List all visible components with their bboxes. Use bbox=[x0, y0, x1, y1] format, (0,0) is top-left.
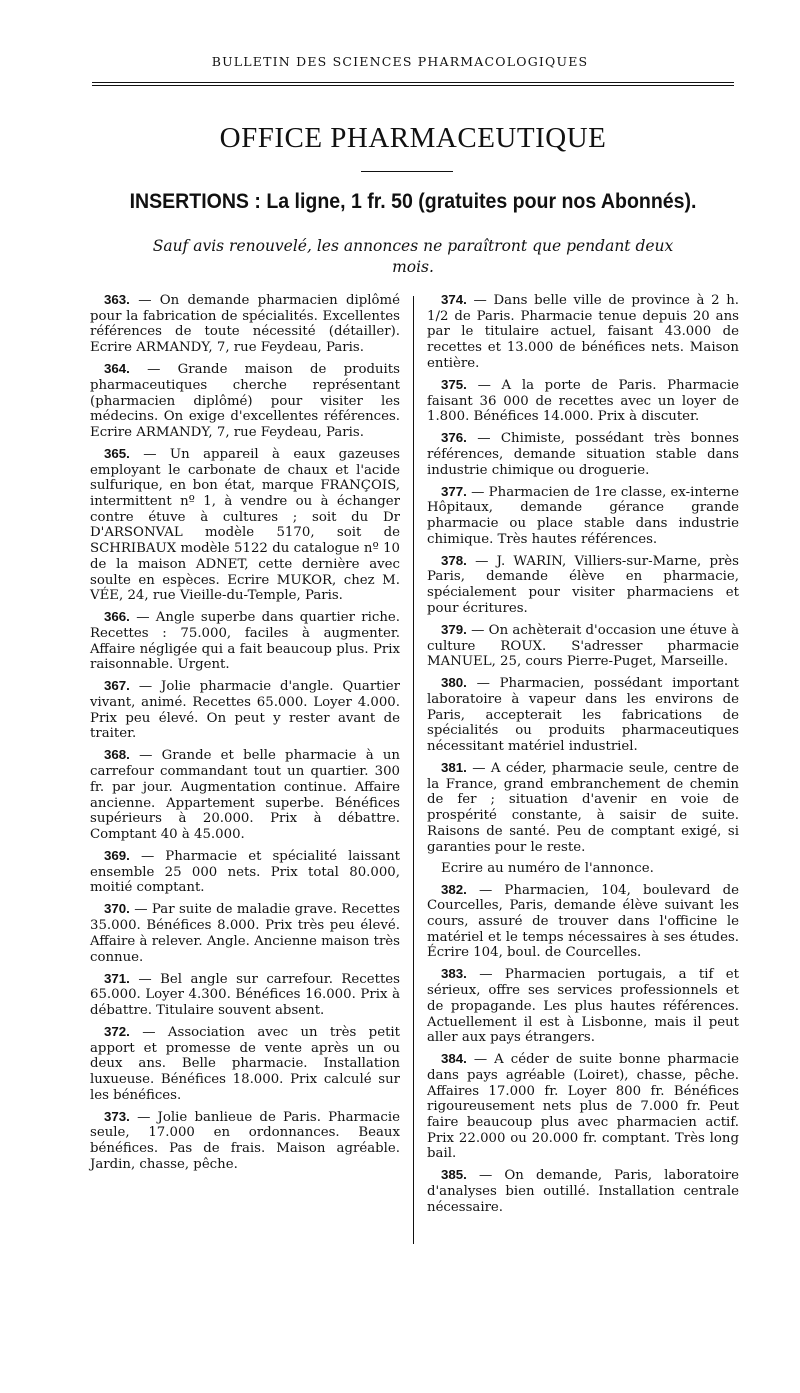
right-column bbox=[427, 292, 739, 1221]
classified-ad bbox=[90, 678, 400, 742]
ad-text: — Jolie pharmacie d'angle. Quartier vivant, animé. Recettes 65.000. Loyer 4.000. Prix peu élevé. On peut y rester avant de traiter. bbox=[90, 679, 401, 742]
ad-number: 383. bbox=[441, 966, 467, 982]
ad-number: 381. bbox=[441, 760, 467, 776]
ad-number: 363. bbox=[104, 292, 130, 307]
classified-ad bbox=[427, 1167, 739, 1215]
ad-number: 365. bbox=[104, 445, 130, 461]
ad-text: — Bel angle sur carrefour. Recettes 65.000. Loyer 4.300. Bénéfices 16.000. Prix à débattre. Titulaire souvent absent. bbox=[90, 971, 400, 1018]
insertions-rate: INSERTIONS : La ligne, 1 fr. 50 (gratuites pour nos Abonnés). bbox=[129, 190, 697, 213]
ad-text: — A la porte de Paris. Pharmacie faisant 36 000 de recettes avec un loyer de 1.800. Bénéfices 14.000. Prix à discuter. bbox=[427, 377, 739, 425]
classified-ad bbox=[90, 609, 400, 673]
classified-ad bbox=[90, 292, 400, 356]
classified-ad bbox=[90, 848, 400, 896]
left-column bbox=[90, 292, 400, 1178]
ad-text: — Pharmacie et spécialité laissant ensemble 25 000 nets. Prix total 80.000, moitié comptant. bbox=[90, 848, 400, 896]
ad-number: 378. bbox=[441, 552, 467, 568]
ad-number: 376. bbox=[441, 430, 467, 446]
classified-ad bbox=[427, 882, 739, 962]
ad-number: 385. bbox=[441, 1167, 467, 1183]
classified-ad bbox=[427, 622, 739, 670]
ad-number: 373. bbox=[104, 1108, 130, 1124]
ad-text: — Pharmacien, possédant important laboratoire à vapeur dans les environs de Paris, accepterait les fabrications de spécialités ou produits pharmaceutiques nécessitant matériel industriel. bbox=[427, 676, 739, 755]
classified-ad bbox=[90, 361, 400, 441]
ad-text: — On demande, Paris, laboratoire d'analyses bien outillé. Installation centrale nécessaire. bbox=[427, 1168, 739, 1215]
classified-ad bbox=[427, 861, 739, 877]
classified-ad bbox=[427, 553, 739, 617]
ad-number: 374. bbox=[441, 292, 467, 307]
classified-ad bbox=[427, 430, 739, 478]
ad-number: 382. bbox=[441, 881, 467, 897]
ad-text: — Pharmacien de 1re classe, ex-interne Hôpitaux, demande gérance grande pharmacie ou place stable dans industrie chimique. Très hautes références. bbox=[427, 484, 739, 547]
ad-text: — Angle superbe dans quartier riche. Recettes : 75.000, faciles à augmenter. Affaire négligée qui a fait beaucoup plus. Prix raisonnable. Urgent. bbox=[90, 610, 400, 673]
page-title: OFFICE PHARMACEUTIQUE bbox=[219, 122, 607, 154]
classified-ad bbox=[427, 292, 739, 372]
classified-ad bbox=[427, 966, 739, 1046]
classified-ad bbox=[427, 1051, 739, 1162]
classified-ad bbox=[90, 1024, 400, 1104]
ad-number: 367. bbox=[104, 678, 130, 694]
ad-number: 380. bbox=[441, 675, 467, 691]
ad-number: 372. bbox=[104, 1023, 130, 1039]
ad-text: — Grande et belle pharmacie à un carrefour commandant tout un quartier. 300 fr. par jour. Augmentation continue. Affaire ancienne. Appartement superbe. Bénéfices supérieurs à 20.000. Prix à débattre. Comptant 40 à 45.000. bbox=[90, 748, 400, 842]
ad-number: 368. bbox=[104, 747, 130, 763]
column-divider bbox=[413, 296, 414, 1244]
ad-text: — On achèterait d'occasion une étuve à culture ROUX. S'adresser pharmacie MANUEL, 25, cours Pierre-Puget, Marseille. bbox=[427, 622, 739, 670]
classified-ad bbox=[90, 901, 400, 965]
ad-number: 371. bbox=[104, 970, 130, 986]
ad-text: — Jolie banlieue de Paris. Pharmacie seule, 17.000 en ordonnances. Beaux bénéfices. Pas de frais. Maison agréable. Jardin, chasse, pêche. bbox=[90, 1109, 400, 1172]
ad-text: — A céder, pharmacie seule, centre de la France, grand embranchement de chemin de fer ; situation d'avenir en voie de prospérité constante, à saisir de suite. Raisons de santé. Peu de comptant exigé, si garanties pour le reste. bbox=[427, 761, 739, 855]
duration-notice: Sauf avis renouvelé, les annonces ne paraîtront que pendant deux mois. bbox=[152, 237, 674, 276]
classified-ad bbox=[90, 971, 400, 1019]
ad-number: 366. bbox=[104, 609, 130, 625]
ad-number: 364. bbox=[104, 361, 130, 377]
classified-ad bbox=[427, 484, 739, 548]
classified-ad bbox=[90, 1109, 400, 1173]
ad-text: — Un appareil à eaux gazeuses employant le carbonate de chaux et l'acide sulfurique, en bon état, marque FRANÇOIS, intermittent nº 1, à vendre ou à échanger contre étuve à cultures ; soit du Dr D'ARSONVAL modèle 5170, soit de SCHRIBAUX modèle 5122 du catalogue nº 10 de la maison ADNET, cette dernière avec soulte en espèces. Ecrire MUKOR, chez M. VÉE, 24, rue Vieille-du-Temple, Paris. bbox=[90, 446, 400, 604]
ad-number: 377. bbox=[441, 483, 467, 499]
ad-text: Ecrire au numéro de l'annonce. bbox=[441, 860, 654, 876]
ad-text: — Chimiste, possédant très bonnes références, demande situation stable dans industrie chimique ou droguerie. bbox=[427, 431, 739, 478]
title-rule bbox=[361, 171, 453, 172]
classified-ad bbox=[427, 760, 739, 855]
ad-text: — On demande pharmacien diplômé pour la fabrication de spécialités. Excellentes références de toute nécessité (détailler). Ecrire ARMANDY, 7, rue Feydeau, Paris. bbox=[90, 293, 400, 356]
ad-text: — A céder de suite bonne pharmacie dans pays agréable (Loiret), chasse, pêche. Affaires 17.000 fr. Loyer 800 fr. Bénéfices rigoureusement nets plus de 7.000 fr. Peut faire beaucoup plus avec pharmacien actif. Prix 22.000 ou 20.000 fr. comptant. Très long bail. bbox=[427, 1052, 739, 1162]
classified-ad bbox=[90, 446, 400, 604]
ad-text: — Dans belle ville de province à 2 h. 1/2 de Paris. Pharmacie tenue depuis 20 ans par le titulaire actuel, faisant 43.000 de recettes et 13.000 de bénéfices nets. Maison entière. bbox=[427, 293, 739, 371]
header-rule bbox=[92, 82, 734, 86]
ad-text: — Association avec un très petit apport et promesse de vente après un ou deux ans. Belle pharmacie. Installation luxueuse. Bénéfices 18.000. Prix calculé sur les bénéfices. bbox=[90, 1024, 401, 1103]
ad-number: 375. bbox=[441, 376, 467, 392]
classified-ad bbox=[427, 675, 739, 755]
ad-text: — Grande maison de produits pharmaceutiques cherche représentant (pharmacien diplômé) pour visiter les médecins. On exige d'excellentes références. Ecrire ARMANDY, 7, rue Feydeau, Paris. bbox=[90, 362, 400, 440]
ad-number: 379. bbox=[441, 621, 467, 637]
ad-text: — J. WARIN, Villiers-sur-Marne, près Paris, demande élève en pharmacie, spécialement pour visiter pharmaciens et pour écritures. bbox=[427, 553, 740, 616]
ad-text: — Par suite de maladie grave. Recettes 35.000. Bénéfices 8.000. Prix très peu élevé. Affaire à relever. Angle. Ancienne maison très connue. bbox=[90, 902, 400, 965]
ad-number: 369. bbox=[104, 847, 130, 863]
running-head: BULLETIN DES SCIENCES PHARMACOLOGIQUES bbox=[211, 54, 589, 69]
ad-text: — Pharmacien, 104, boulevard de Courcelles, Paris, demande élève suivant les cours, assuré de trouver dans l'officine le matériel et le temps nécessaires à ses études. Écrire 104, boul. de Courcelles. bbox=[427, 882, 739, 961]
classified-ad bbox=[427, 377, 739, 425]
ad-text: — Pharmacien portugais, a tif et sérieux, offre ses services professionnels et de propagande. Les plus hautes références. Actuellement il est à Lisbonne, mais il peut aller aux pays étrangers. bbox=[427, 967, 740, 1046]
classified-ad bbox=[90, 747, 400, 842]
ad-number: 384. bbox=[441, 1051, 467, 1067]
ad-number: 370. bbox=[104, 901, 130, 917]
